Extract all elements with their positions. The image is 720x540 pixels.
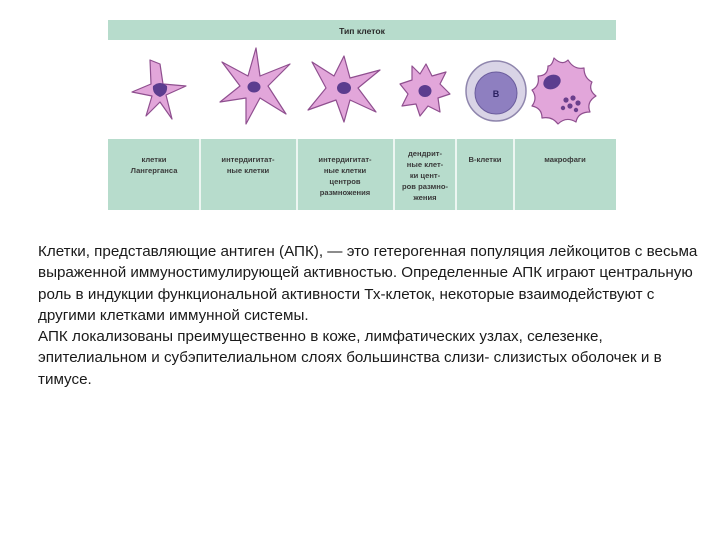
svg-text:интердигитат-: интердигитат- [221, 155, 275, 164]
column-label-macrophages [544, 155, 586, 164]
apc-term: Клетки, представляющие антиген (АПК) [38, 243, 319, 260]
nucleus [248, 82, 261, 93]
b-cell-letter: В [492, 89, 500, 99]
nucleus [419, 85, 432, 97]
svg-text:дендрит-: дендрит- [407, 149, 443, 158]
paragraph-localization: АПК локализованы преимущественно в коже, лимфатических узлах, селезенке, эпителиальном и субэпителиальном слоях большинства слизи- слизистых оболочек и в тимусе. [38, 328, 662, 388]
svg-text:жения: жения [413, 193, 437, 202]
svg-text:макрофаги: макрофаги [544, 155, 586, 164]
nucleus [337, 82, 351, 94]
svg-text:ки цент-: ки цент- [409, 171, 441, 180]
apc-definition: , — это гетерогенная популяция лейкоцитов с весьма выраженной иммуностимулирующей активностью. Определенные АПК играют центральную роль в индукции функциональной активности Тх-клеток, некоторые взаимодействуют с другими клетками иммунной системы. [38, 243, 698, 324]
svg-text:интердигитат-: интердигитат- [318, 155, 372, 164]
description-text [38, 241, 698, 390]
svg-text:ные клетки: ные клетки [226, 166, 270, 175]
cell-types-illustration [108, 20, 616, 216]
svg-text:ные клет-: ные клет- [406, 160, 444, 169]
svg-text:клетки: клетки [141, 155, 167, 164]
svg-text:В-клетки: В-клетки [468, 155, 502, 164]
header-label: Тип клеток [339, 26, 385, 36]
paragraph-definition [38, 241, 698, 326]
svg-text:центров: центров [329, 177, 361, 186]
svg-text:Лангерганса: Лангерганса [130, 166, 178, 175]
column-label-b-cells [469, 155, 502, 164]
cell-types-figure [108, 20, 616, 216]
b-cell [466, 61, 526, 121]
svg-text:ров размно-: ров размно- [402, 182, 448, 191]
svg-text:ные клетки: ные клетки [323, 166, 367, 175]
svg-text:размножения: размножения [319, 188, 371, 197]
